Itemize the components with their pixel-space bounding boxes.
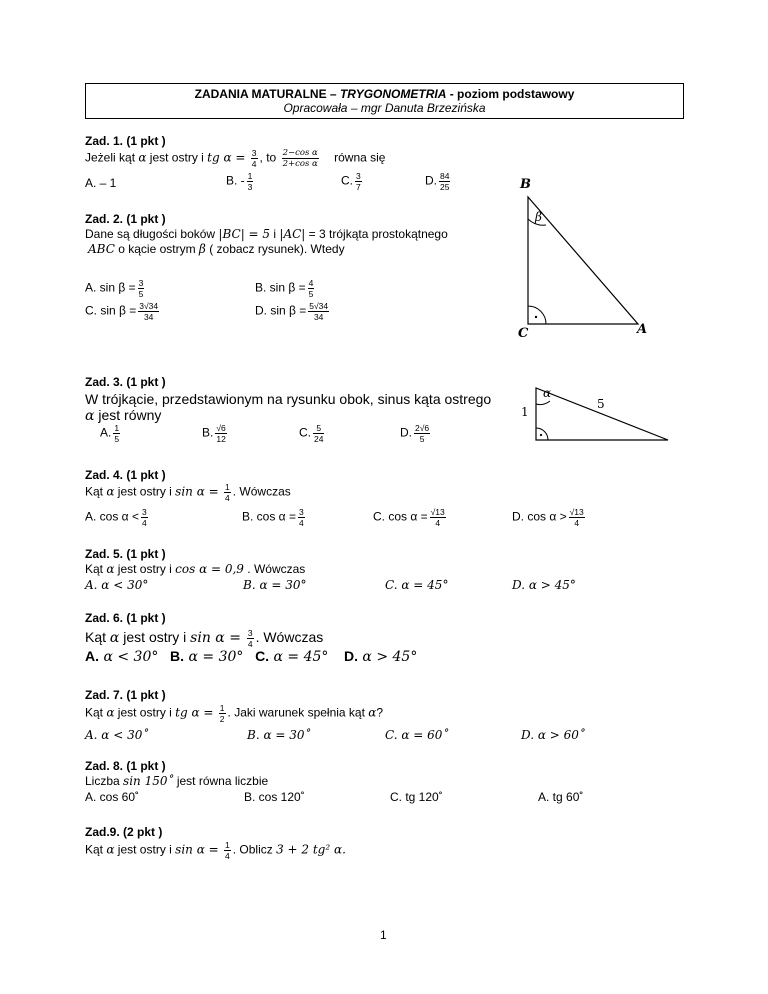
z5-answer-c: C. α = 45° — [385, 578, 449, 592]
z6-answers: A. α < 30° B. α = 30° C. α = 45° D. α > 45° — [85, 648, 418, 665]
vertex-a-label: A — [637, 322, 648, 337]
z3-heading: Zad. 3. (1 pkt ) — [85, 375, 166, 389]
z3-answer-d: D. $\frac{2√6}{5}$ — [400, 423, 430, 444]
z2-question-line1: Dane są długości boków |BC| = 5 i |AC| = 3 trójkąta prostokątnego — [85, 227, 448, 241]
z5-question: Kąt α jest ostry i cos α = 0,9 . Wówczas — [85, 562, 306, 576]
z3-answer-c: C. $\frac{5}{24}$ — [299, 423, 324, 444]
z5-answer-b: B. α = 30° — [243, 578, 307, 592]
z7-answer-c: C. α = 60˚ — [385, 728, 449, 742]
z1-answer-c: C. $\frac{3}{7}$ — [341, 171, 361, 192]
fig-alpha-label: α — [543, 386, 552, 400]
z2-answer-c: C. sin β = $\frac{3√34}{34}$ — [85, 301, 159, 322]
z4-answer-b: B. cos α = $\frac{3}{4}$ — [242, 507, 304, 528]
z7-question: Kąt α jest ostry i tg α = $\frac{1}{2}$ . Jaki warunek spełnia kąt α? — [85, 703, 384, 724]
z7-answer-a: A. α < 30˚ — [85, 728, 149, 742]
z8-heading: Zad. 8. (1 pkt ) — [85, 759, 166, 773]
z1-answer-d: D. $\frac{84}{25}$ — [425, 171, 450, 192]
vertex-b-label: B — [520, 177, 531, 192]
triangle-abc-figure — [510, 175, 660, 345]
leg-label: 1 — [521, 405, 529, 419]
hypotenuse-label: 5 — [597, 397, 605, 411]
z7-answer-b: B. α = 30˚ — [247, 728, 311, 742]
document-title: ZADANIA MATURALNE – TRYGONOMETRIA - poziom podstawowy — [194, 87, 575, 101]
z7-heading: Zad. 7. (1 pkt ) — [85, 688, 166, 702]
z3-question-line2: α jest równy — [85, 407, 162, 424]
triangle-z3 — [536, 388, 668, 440]
z1-question: Jeżeli kąt α jest ostry i tg α = $\frac{3}{4}$ , to $\frac{\text{2−cos α}}{\text{2+cos α}}$ równa się — [85, 148, 386, 169]
z9-heading: Zad.9. (2 pkt ) — [85, 825, 163, 839]
z6-question: Kąt α jest ostry i sin α = $\frac{3}{4}$ . Wówczas — [85, 628, 324, 649]
right-angle-arc-z3 — [536, 428, 548, 440]
z1-answer-b: B. - $\frac{1}{3}$ — [226, 171, 253, 192]
z4-heading: Zad. 4. (1 pkt ) — [85, 468, 166, 482]
vertex-c-label: C — [518, 326, 529, 341]
angle-beta-label: β — [535, 210, 542, 224]
z2-answer-d: D. sin β = $\frac{5√34}{34}$ — [255, 301, 329, 322]
z3-answer-b: B. $\frac{√6}{12}$ — [202, 423, 226, 444]
right-angle-arc — [528, 306, 546, 324]
z4-answer-d: D. cos α > $\frac{√13}{4}$ — [512, 507, 584, 528]
right-angle-dot-z3 — [540, 434, 542, 436]
z8-answer-d: A. tg 60˚ — [538, 790, 584, 804]
z3-question-line1: W trójkącie, przedstawionym na rysunku obok, sinus kąta ostrego — [85, 391, 492, 407]
z8-answer-b: B. cos 120˚ — [244, 790, 305, 804]
z4-question: Kąt α jest ostry i sin α = $\frac{1}{4}$ . Wówczas — [85, 482, 291, 503]
z6-heading: Zad. 6. (1 pkt ) — [85, 611, 166, 625]
z7-answer-d: D. α > 60˚ — [521, 728, 585, 742]
z8-answer-c: C. tg 120˚ — [390, 790, 443, 804]
z1-answer-a: A. – 1 — [85, 176, 117, 190]
z4-answer-a: A. cos α < $\frac{3}{4}$ — [85, 507, 147, 528]
right-angle-dot — [535, 316, 537, 318]
author-line: Opracowała – mgr Danuta Brzezińska — [283, 101, 486, 115]
z9-question: Kąt α jest ostry i sin α = $\frac{1}{4}$ . Oblicz 3 + 2 tg² α. — [85, 840, 346, 861]
triangle-abc — [528, 197, 638, 324]
z2-question-line2: ABC o kącie ostrym β ( zobacz rysunek). Wtedy — [88, 242, 345, 256]
z5-heading: Zad. 5. (1 pkt ) — [85, 547, 166, 561]
z3-answer-a: A. $\frac{1}{5}$ — [100, 423, 120, 444]
z5-answer-d: D. α > 45° — [512, 578, 576, 592]
z2-answer-a: A. sin β = $\frac{3}{5}$ — [85, 278, 144, 299]
z2-heading: Zad. 2. (1 pkt ) — [85, 212, 166, 226]
title-box — [85, 83, 684, 119]
z1-heading: Zad. 1. (1 pkt ) — [85, 134, 166, 148]
page-number: 1 — [380, 928, 387, 942]
angle-alpha-arc — [536, 401, 550, 405]
z2-answer-b: B. sin β = $\frac{4}{5}$ — [255, 278, 314, 299]
z5-answer-a: A. α < 30° — [85, 578, 149, 592]
z4-answer-c: C. cos α = $\frac{√13}{4}$ — [373, 507, 445, 528]
z8-question: Liczba sin 150˚ jest równa liczbie — [85, 774, 269, 788]
z8-answer-a: A. cos 60˚ — [85, 790, 140, 804]
